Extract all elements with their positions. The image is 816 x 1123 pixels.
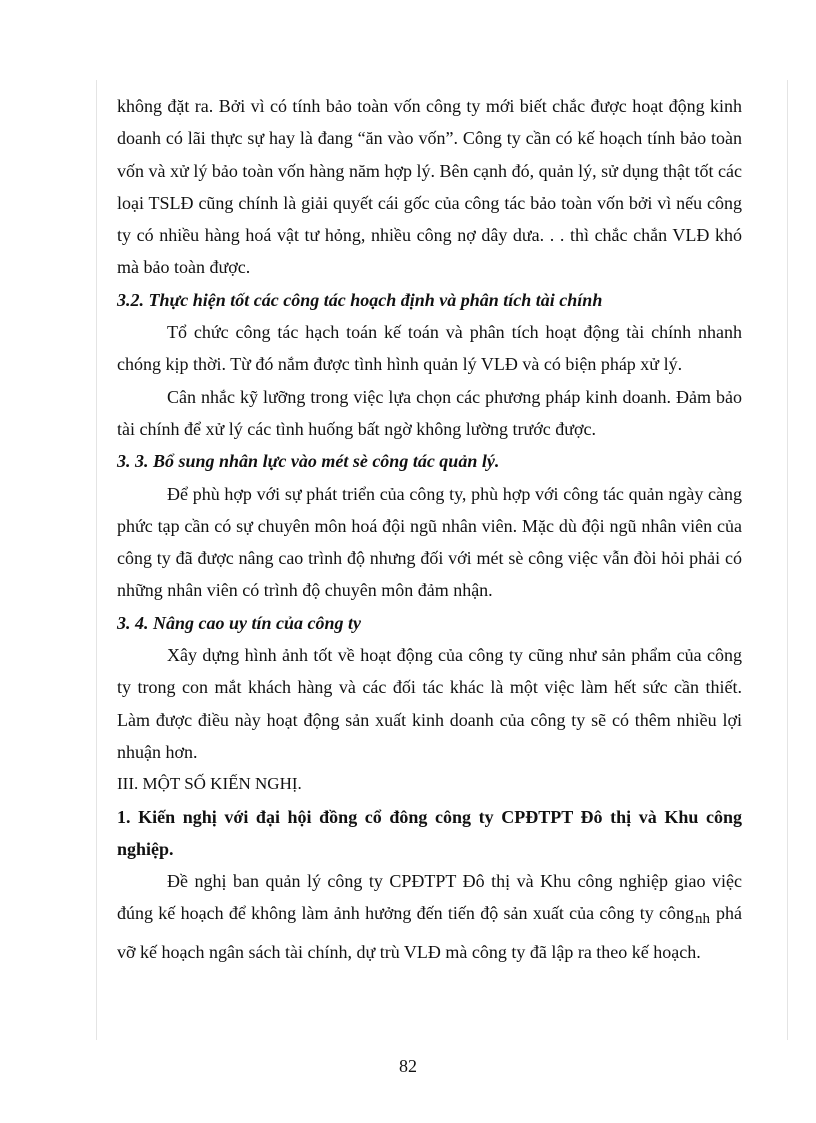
recommendation-text-start: Đề nghị ban quản lý công ty CPĐTPT Đô thị và Khu công nghiệp giao việc đúng kế hoạch để không làm ảnh hưởng đến tiến độ sản xuất của công ty công: [117, 871, 742, 924]
page-margin-guide-left: [96, 80, 97, 1040]
recommendation-text-end: phá vỡ kế hoạch ngân sách tài chính, dự trù VLĐ mà công ty đã lập ra theo kế hoạch.: [117, 903, 742, 962]
heading-3-4: 3. 4. Nâng cao uy tín của công ty: [117, 612, 362, 633]
heading-3-2: 3.2. Thực hiện tốt các công tác hoạch định và phân tích tài chính: [117, 289, 603, 310]
page-margin-guide-right: [787, 80, 788, 1040]
paragraph-recommendation-detail: [117, 865, 742, 968]
heading-3-3: 3. 3. Bổ sung nhân lực vào mét sè công tác quản lý.: [117, 451, 500, 472]
recommendation-stray-fragment: nh: [695, 911, 710, 928]
paragraph-staff-specialization: Để phù hợp với sự phát triển của công ty, phù hợp với công tác quản ngày càng phức tạp cần có sự chuyên môn hoá đội ngũ nhân viên. Mặc dù đội ngũ nhân viên của công ty đã được nâng cao trình độ nhưng đối với mét sè công việc vẫn đòi hỏi phải có những nhân viên có trình độ chuyên môn đảm nhận.: [117, 483, 742, 601]
page-number: 82: [399, 1056, 417, 1076]
paragraph-preservation-of-capital: không đặt ra. Bởi vì có tính bảo toàn vốn công ty mới biết chắc được hoạt động kinh doanh có lãi thực sự hay là đang “ăn vào vốn”. Công ty cần có kế hoạch tính bảo toàn vốn và xử lý bảo toàn vốn hàng năm hợp lý. Bên cạnh đó, quản lý, sử dụng thật tốt các loại TSLĐ cũng chính là giải quyết cái gốc của công tác bảo toàn vốn bởi vì nếu công ty có nhiều hàng hoá vật tư hỏng, nhiều công nợ dây dưa. . . thì chắc chắn VLĐ khó mà bảo toàn được.: [117, 96, 742, 278]
paragraph-company-reputation: Xây dựng hình ảnh tốt về hoạt động của công ty cũng như sản phẩm của công ty trong con mắt khách hàng và các đối tác khác là một việc làm hết sức cần thiết. Làm được điều này hoạt động sản xuất kinh doanh của công ty sẽ có thêm nhiều lợi nhuận hơn.: [117, 645, 742, 762]
body-text: [117, 90, 742, 968]
heading-section-iii: III. MỘT SỐ KIẾN NGHỊ.: [117, 774, 302, 794]
heading-recommendation-1: 1. Kiến nghị với đại hội đồng cổ đông công ty CPĐTPT Đô thị và Khu công nghiệp.: [117, 806, 742, 859]
paragraph-accounting-analysis: Tổ chức công tác hạch toán kế toán và phân tích hoạt động tài chính nhanh chóng kịp thời. Từ đó nắm được tình hình quản lý VLĐ và có biện pháp xử lý.: [117, 322, 742, 375]
paragraph-business-methods: Cân nhắc kỹ lưỡng trong việc lựa chọn các phương pháp kinh doanh. Đảm bảo tài chính để xử lý các tình huống bất ngờ không lường trước được.: [117, 386, 742, 439]
